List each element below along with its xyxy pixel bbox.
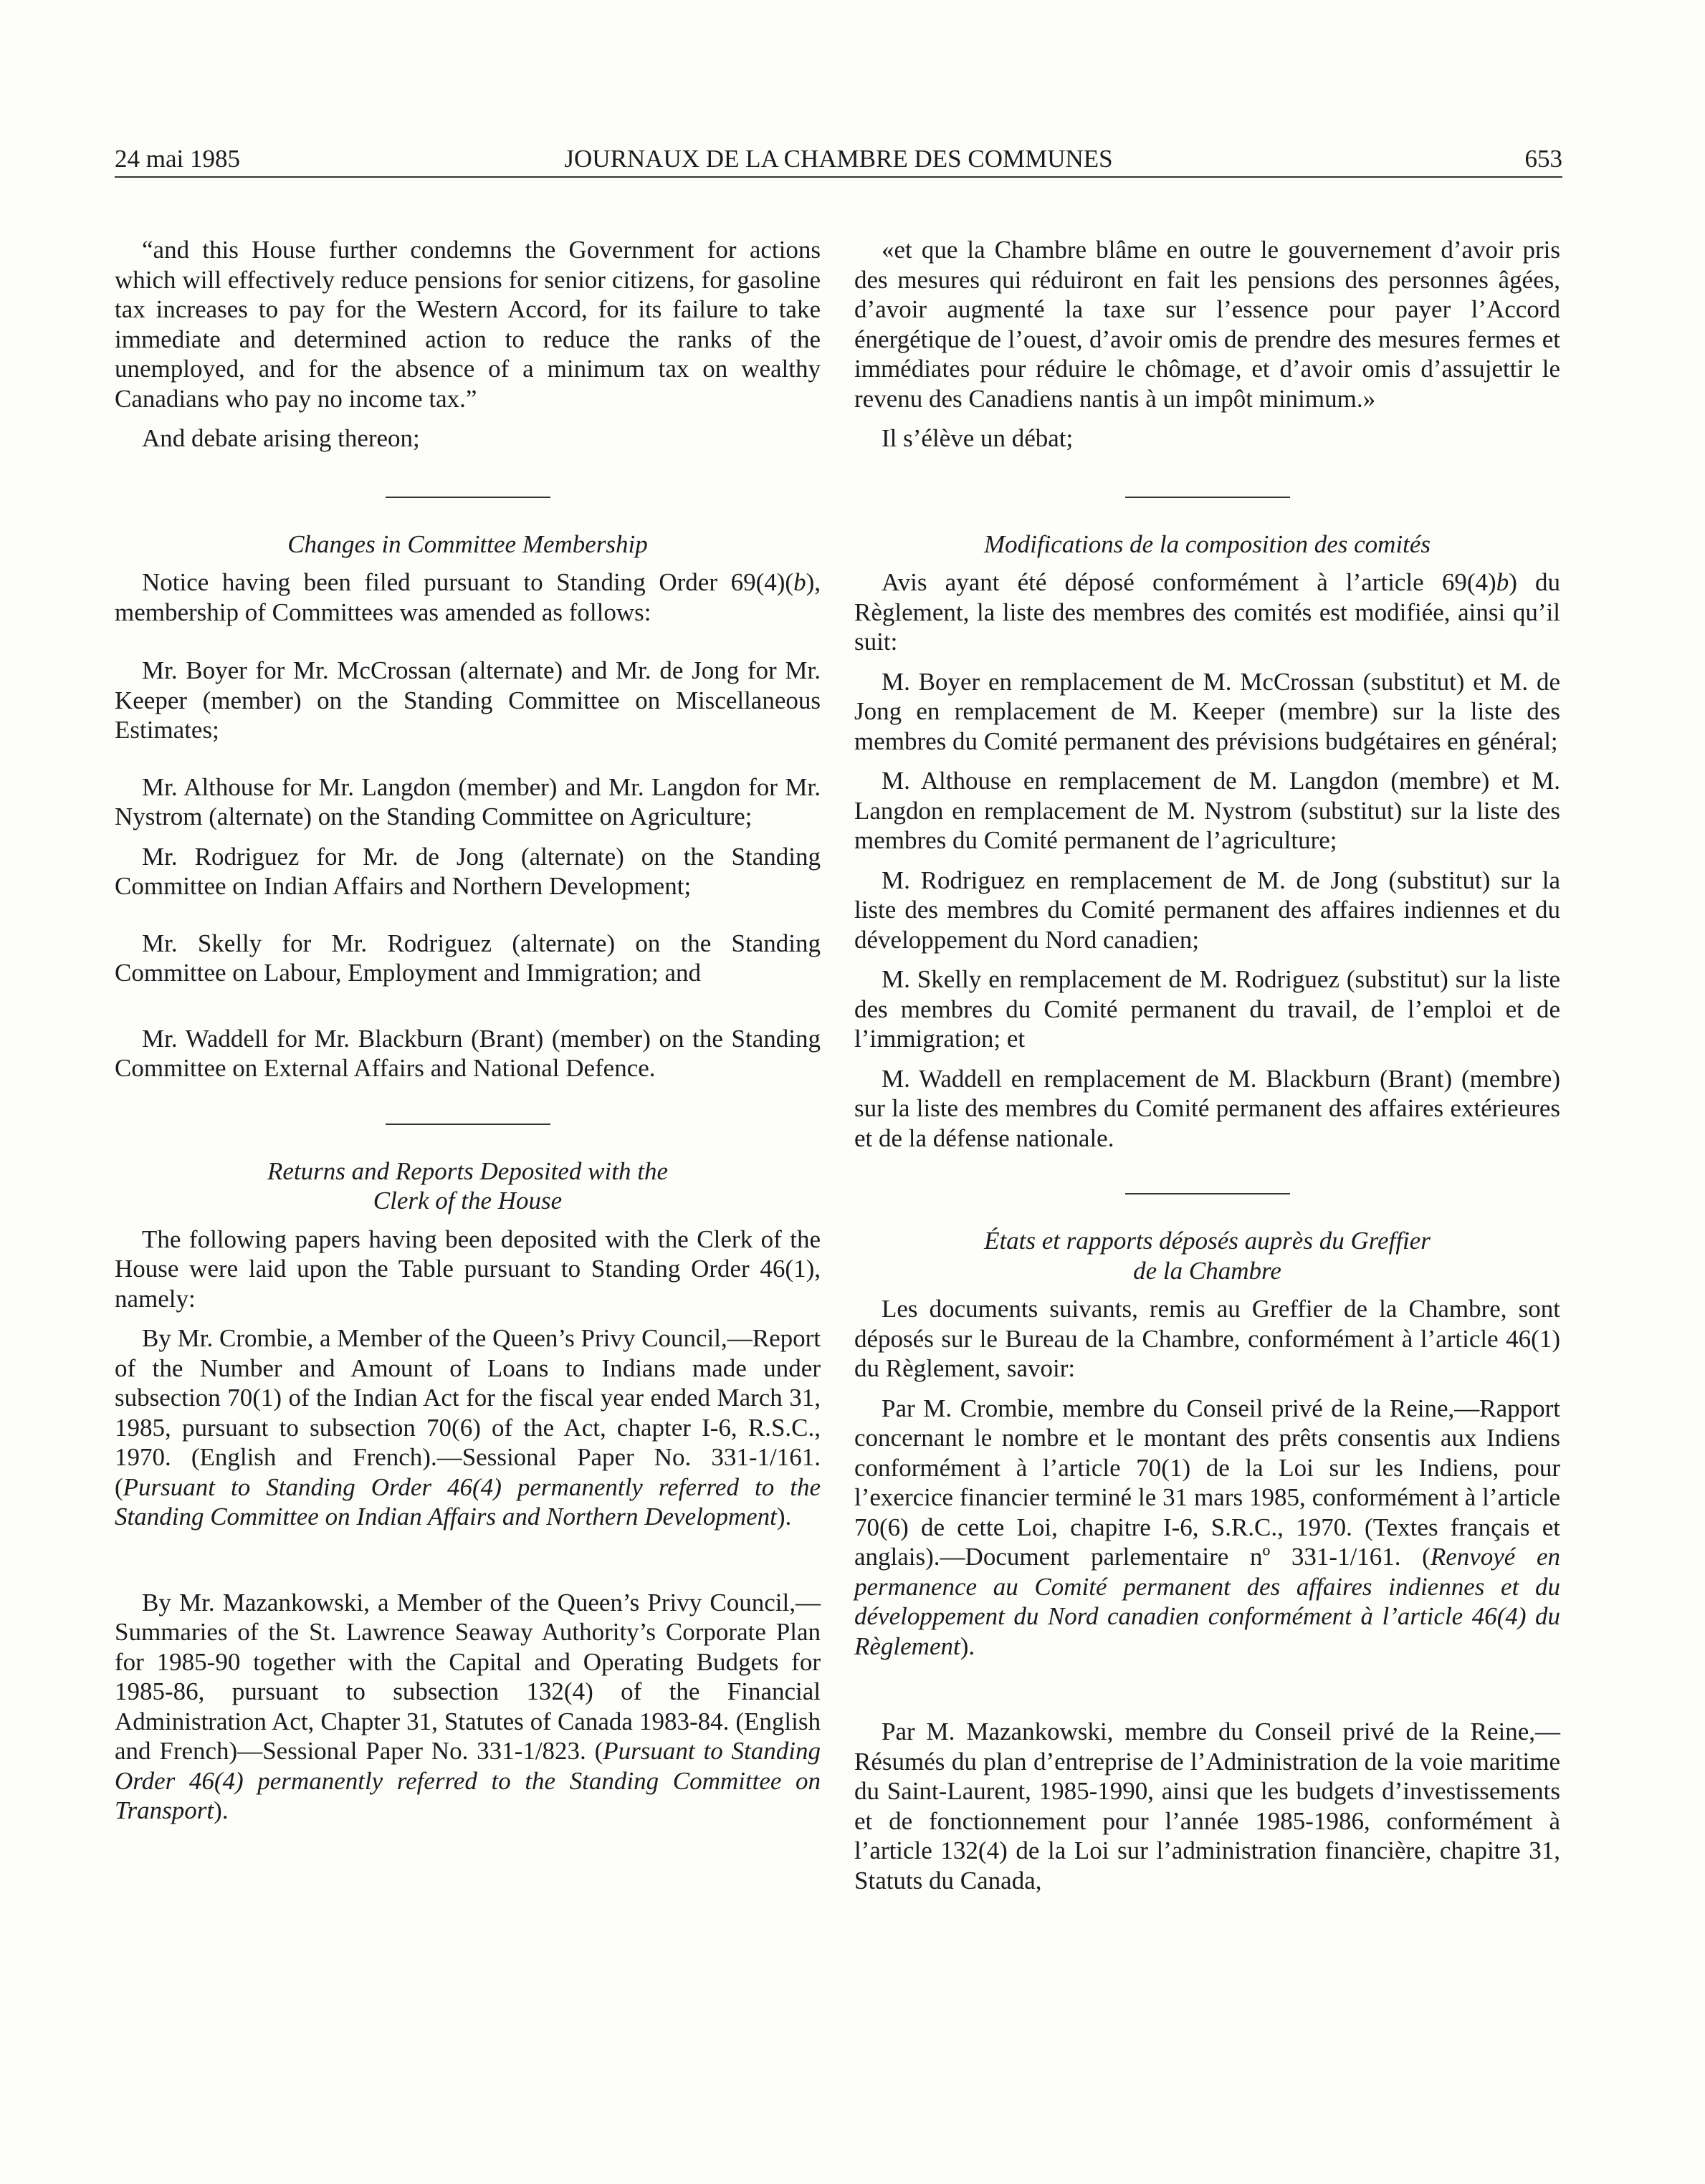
membership-change: Mr. Rodriguez for Mr. de Jong (alternate) on the Standing Committee on Indian Affairs and Northern Development;: [115, 842, 821, 900]
committee-heading: Modifications de la composition des comités: [983, 530, 1431, 558]
membership-change: M. Waddell en remplacement de M. Blackburn (Brant) (membre) sur la liste des membres du Comité permanent des affaires extérieures et de la défense nationale.: [854, 1064, 1560, 1152]
committee-notice: Notice having been filed pursuant to Standing Order 69(4)(b), membership of Committees was amended as follows:: [115, 568, 821, 626]
returns-heading: Returns and Reports Deposited with the Clerk of the House: [267, 1156, 668, 1215]
french-column: [854, 235, 1560, 1905]
crombie-paper: By Mr. Crombie, a Member of the Queen’s Privy Council,—Report of the Number and Amount of Loans to Indians made under subsection 70(1) of the Indian Act for the fiscal year ended March 31, 1985, pursuant to subsection 70(6) of the Act, chapter I-6, R.S.C., 1970. (English and French).—Sessional Paper No. 331-1/161. (Pursuant to Standing Order 46(4) permanently referred to the Standing Committee on Indian Affairs and Northern Development).: [115, 1324, 821, 1531]
running-header: [115, 142, 1562, 176]
english-column: [115, 235, 821, 1836]
committee-notice: Avis ayant été déposé conformément à l’article 69(4)b) du Règlement, la liste des membres des comités est modifiée, ainsi qu’il suit:: [854, 568, 1561, 656]
header-date: 24 mai 1985: [115, 145, 240, 173]
motion-quote: «et que la Chambre blâme en outre le gouvernement d’avoir pris des mesures qui réduiront en fait les pensions des personnes âgées, d’avoir augmenté la taxe sur l’essence pour payer l’Accord énergétique de l’ouest, d’avoir omis de prendre des mesures fermes et immédiates pour réduire le chômage, et d’avoir omis d’assujettir le revenu des Canadiens nantis à un impôt minimum.»: [854, 236, 1560, 413]
membership-change: M. Rodriguez en remplacement de M. de Jong (substitut) sur la liste des membres du Comité permanent des affaires indiennes et du développement du Nord canadien;: [854, 866, 1560, 954]
returns-intro: Les documents suivants, remis au Greffier de la Chambre, sont déposés sur le Bureau de la Chambre, conformément à l’article 46(1) du Règlement, savoir:: [854, 1295, 1560, 1382]
mazankowski-paper: Par M. Mazankowski, membre du Conseil privé de la Reine,—Résumés du plan d’entreprise de l’Administration de la voie maritime du Saint-Laurent, 1985-1990, ainsi que les budgets d’investissements et de fonctionnement pour l’année 1985-1986, conformément à l’article 132(4) de la Loi sur l’administration financière, chapitre 31, Statuts du Canada,: [854, 1718, 1560, 1895]
membership-change: Mr. Boyer for Mr. McCrossan (alternate) and Mr. de Jong for Mr. Keeper (member) on the Standing Committee on Miscellaneous Estimates;: [115, 656, 821, 744]
crombie-paper: Par M. Crombie, membre du Conseil privé de la Reine,—Rapport concernant le nombre et le montant des prêts consentis aux Indiens conformément à l’article 70(1) de la Loi sur les Indiens, pour l’exercice financier terminé le 31 mars 1985, conformément à l’article 70(6) de cette Loi, chapitre I-6, S.R.C., 1970. (Textes français et anglais).—Document parlementaire nº 331-1/161. (Renvoyé en permanence au Comité permanent des affaires indiennes et du développement du Nord canadien conformément à l’article 46(4) du Règlement).: [854, 1394, 1560, 1660]
membership-change: M. Boyer en remplacement de M. McCrossan (substitut) et M. de Jong en remplacement de M. Keeper (membre) sur la liste des membres du Comité permanent des prévisions budgétaires en général;: [854, 667, 1560, 755]
membership-change: M. Althouse en remplacement de M. Langdon (membre) et M. Langdon en remplacement de M. Nystrom (substitut) sur la liste des membres du Comité permanent de l’agriculture;: [854, 767, 1560, 854]
membership-change: M. Skelly en remplacement de M. Rodriguez (substitut) sur la liste des membres du Comité permanent du travail, de l’emploi et de l’immigration; et: [854, 965, 1560, 1053]
membership-change: Mr. Althouse for Mr. Langdon (member) and Mr. Langdon for Mr. Nystrom (alternate) on the Standing Committee on Agriculture;: [115, 772, 821, 830]
returns-heading: États et rapports déposés auprès du Greffier de la Chambre: [984, 1227, 1431, 1285]
debate-line: And debate arising thereon;: [142, 424, 420, 452]
header-title: JOURNAUX DE LA CHAMBRE DES COMMUNES: [564, 145, 1113, 173]
mazankowski-paper: By Mr. Mazankowski, a Member of the Queen’s Privy Council,—Summaries of the St. Lawrence Seaway Authority’s Corporate Plan for 1985-90 together with the Capital and Operating Budgets for 1985-86, pursuant to subsection 132(4) of the Financial Administration Act, Chapter 31, Statutes of Canada 1983-84. (English and French)—Sessional Paper No. 331-1/823. (Pursuant to Standing Order 46(4) permanently referred to the Standing Committee on Transport).: [115, 1588, 821, 1824]
motion-quote: “and this House further condemns the Government for actions which will effectively reduce pensions for senior citizens, for gasoline tax increases to pay for the Western Accord, for its failure to take immediate and determined action to reduce the ranks of the unemployed, and for the absence of a minimum tax on wealthy Canadians who pay no income tax.”: [115, 236, 821, 413]
returns-intro: The following papers having been deposited with the Clerk of the House were laid upon the Table pursuant to Standing Order 46(1), namely:: [115, 1225, 821, 1313]
page-number: 653: [1524, 145, 1562, 173]
committee-heading: Changes in Committee Membership: [287, 530, 648, 558]
debate-line: Il s’élève un débat;: [882, 424, 1074, 452]
membership-change: Mr. Waddell for Mr. Blackburn (Brant) (member) on the Standing Committee on External Affairs and National Defence.: [115, 1024, 821, 1082]
header-rule: [115, 176, 1562, 178]
membership-change: Mr. Skelly for Mr. Rodriguez (alternate) on the Standing Committee on Labour, Employment and Immigration; and: [115, 929, 821, 987]
